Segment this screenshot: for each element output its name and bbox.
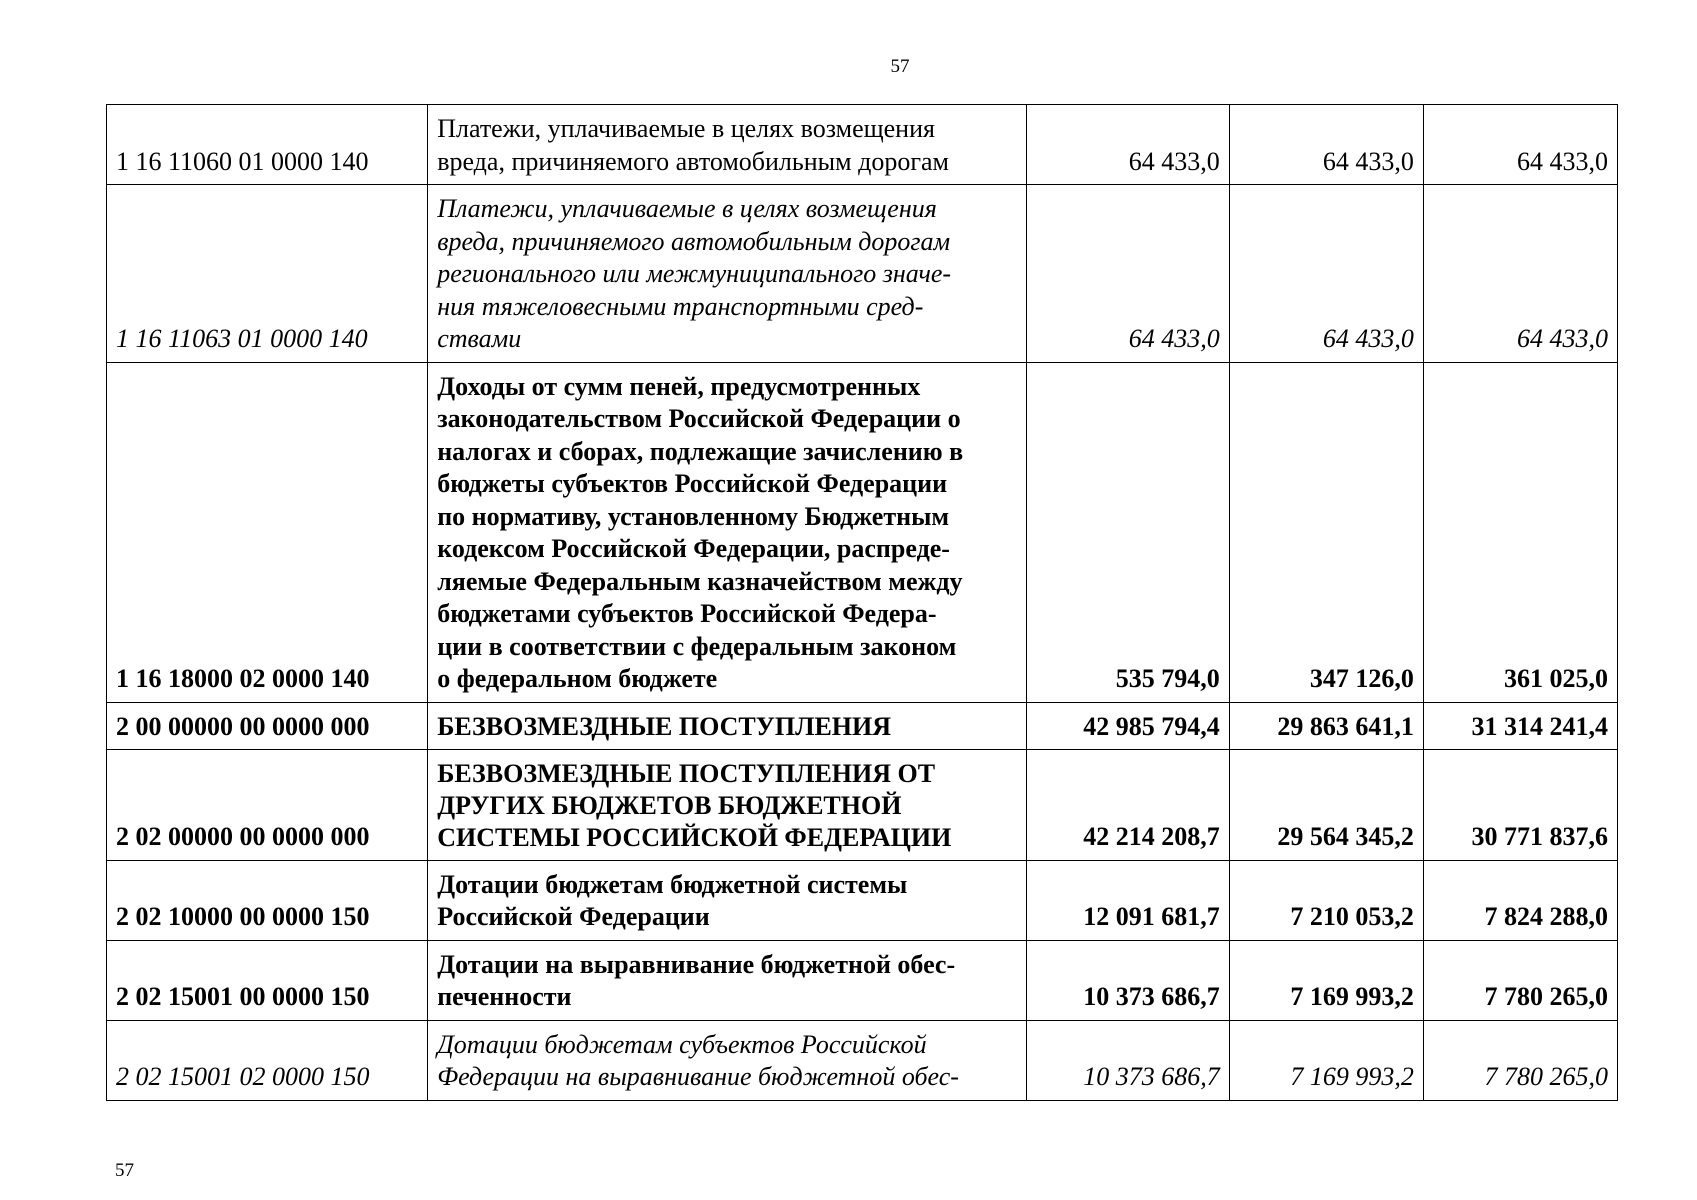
- income-name-cell: Дотации на выравнивание бюджетной обес- печенности: [428, 940, 1026, 1020]
- income-name-cell: Дотации бюджетам бюджетной системы Российской Федерации: [428, 860, 1026, 940]
- table-row: [107, 860, 1618, 940]
- income-name-cell: Платежи, уплачиваемые в целях возмещения вреда, причиняемого автомобильным дорогам регионального или межмуниципального значе- ния тяжеловесными транспортными сред- ствами: [428, 185, 1026, 363]
- amount-year1-cell: 535 794,0: [1026, 362, 1229, 702]
- amount-year2-cell: 7 169 993,2: [1229, 940, 1423, 1020]
- page-number-bottom: 57: [115, 1160, 134, 1181]
- table-row: [107, 362, 1618, 702]
- table-row: [107, 702, 1618, 749]
- amount-year2-cell: 347 126,0: [1229, 362, 1423, 702]
- income-name-cell: Платежи, уплачиваемые в целях возмещения вреда, причиняемого автомобильным дорогам: [428, 105, 1026, 185]
- amount-year3-cell: 7 780 265,0: [1423, 940, 1617, 1020]
- budget-income-table: [106, 104, 1618, 1101]
- amount-year1-cell: 10 373 686,7: [1026, 1020, 1229, 1100]
- table-row: [107, 1020, 1618, 1100]
- amount-year2-cell: 7 169 993,2: [1229, 1020, 1423, 1100]
- amount-year1-cell: 12 091 681,7: [1026, 860, 1229, 940]
- amount-year3-cell: 31 314 241,4: [1423, 702, 1617, 749]
- table-row: [107, 940, 1618, 1020]
- amount-year3-cell: 64 433,0: [1423, 185, 1617, 363]
- amount-year2-cell: 64 433,0: [1229, 105, 1423, 185]
- amount-year3-cell: 30 771 837,6: [1423, 749, 1617, 860]
- amount-year2-cell: 64 433,0: [1229, 185, 1423, 363]
- amount-year1-cell: 64 433,0: [1026, 105, 1229, 185]
- amount-year1-cell: 10 373 686,7: [1026, 940, 1229, 1020]
- budget-code-cell: 2 00 00000 00 0000 000: [107, 702, 428, 749]
- table-row: [107, 749, 1618, 860]
- income-name-cell: БЕЗВОЗМЕЗДНЫЕ ПОСТУПЛЕНИЯ ОТ ДРУГИХ БЮДЖЕТОВ БЮДЖЕТНОЙ СИСТЕМЫ РОССИЙСКОЙ ФЕДЕРАЦИИ: [428, 749, 1026, 860]
- budget-code-cell: 2 02 00000 00 0000 000: [107, 749, 428, 860]
- amount-year2-cell: 7 210 053,2: [1229, 860, 1423, 940]
- income-name-cell: Доходы от сумм пеней, предусмотренных законодательством Российской Федерации о налогах и сборах, подлежащие зачислению в бюджеты субъектов Российской Федерации по нормативу, установленному Бюджетным кодексом Российской Федерации, распреде- ляемые Федеральным казначейством между бюджетами субъектов Российской Федера- ции в соответствии с федеральным законом о федеральном бюджете: [428, 362, 1026, 702]
- amount-year3-cell: 7 780 265,0: [1423, 1020, 1617, 1100]
- amount-year3-cell: 361 025,0: [1423, 362, 1617, 702]
- budget-code-cell: 2 02 15001 00 0000 150: [107, 940, 428, 1020]
- amount-year3-cell: 64 433,0: [1423, 105, 1617, 185]
- budget-code-cell: 1 16 11060 01 0000 140: [107, 105, 428, 185]
- amount-year1-cell: 42 985 794,4: [1026, 702, 1229, 749]
- table-row: [107, 105, 1618, 185]
- amount-year2-cell: 29 564 345,2: [1229, 749, 1423, 860]
- amount-year2-cell: 29 863 641,1: [1229, 702, 1423, 749]
- budget-code-cell: 1 16 11063 01 0000 140: [107, 185, 428, 363]
- amount-year3-cell: 7 824 288,0: [1423, 860, 1617, 940]
- table-row: [107, 185, 1618, 363]
- budget-code-cell: 2 02 15001 02 0000 150: [107, 1020, 428, 1100]
- amount-year1-cell: 64 433,0: [1026, 185, 1229, 363]
- page-number-top: 57: [890, 56, 910, 77]
- income-name-cell: Дотации бюджетам субъектов Российской Федерации на выравнивание бюджетной обес-: [428, 1020, 1026, 1100]
- budget-code-cell: 1 16 18000 02 0000 140: [107, 362, 428, 702]
- amount-year1-cell: 42 214 208,7: [1026, 749, 1229, 860]
- income-name-cell: БЕЗВОЗМЕЗДНЫЕ ПОСТУПЛЕНИЯ: [428, 702, 1026, 749]
- budget-code-cell: 2 02 10000 00 0000 150: [107, 860, 428, 940]
